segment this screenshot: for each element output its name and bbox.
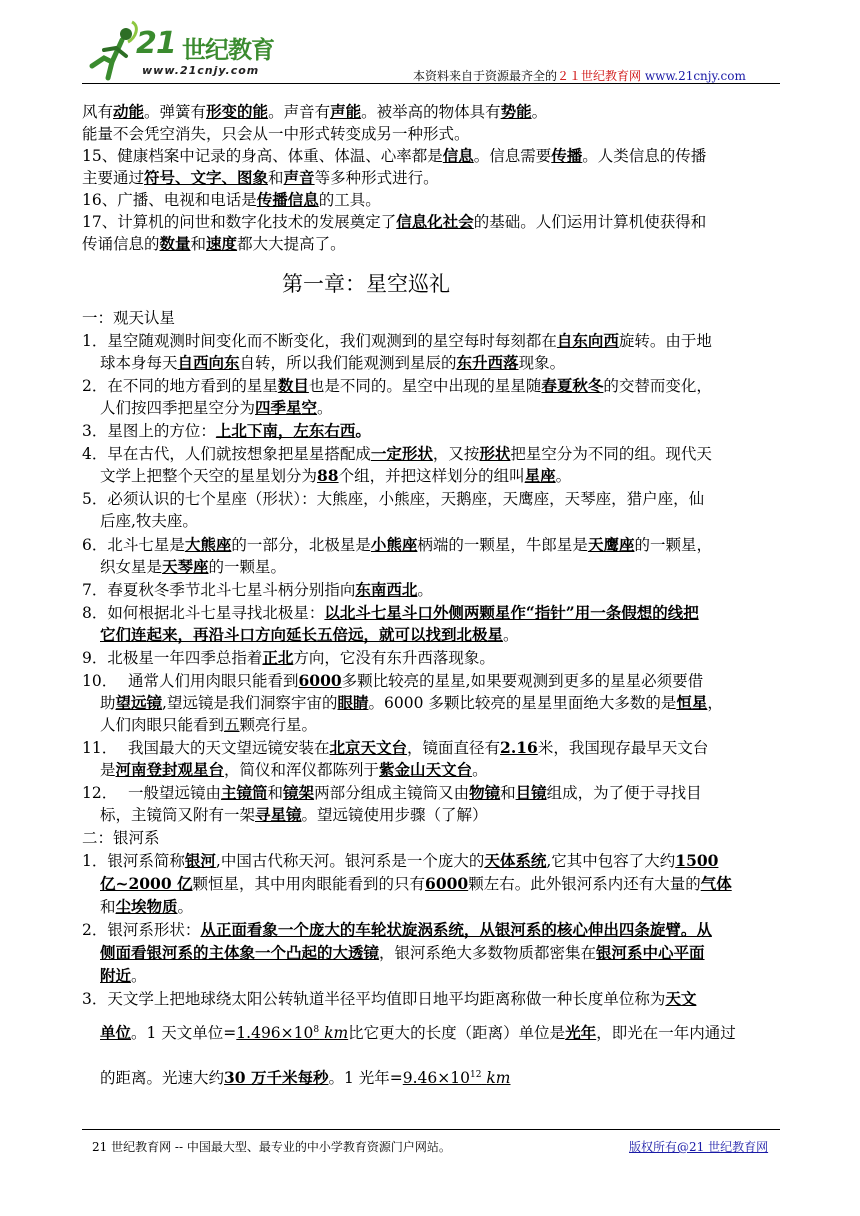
list-item-cont: 后座,牧夫座。 [100, 512, 198, 530]
text-line: 17、计算机的问世和数字化技术的发展奠定了信息化社会的基础。人们运用计算机使获得和 [82, 212, 707, 231]
text-line: 能量不会凭空消失，只会从一中形式转变成另一种形式。 [82, 125, 470, 143]
list-item: 2．在不同的地方看到的星星数目也是不同的。星空中出现的星星随春夏秋冬的交替而变化， [82, 376, 712, 395]
header-note-prefix: 本资料来自于资源最齐全的 [413, 69, 558, 83]
footer-tagline: 21 世纪教育网 -- 中国最大型、最专业的中小学教育资源门户网站。 [92, 1140, 451, 1154]
list-item: 1．银河系简称银河,中国古代称天河。银河系是一个庞大的天体系统,它其中包容了大约1500 [82, 851, 719, 870]
list-item-cont: 侧面看银河系的主体象一个凸起的大透镜，银河系绝大多数物质都密集在银河系中心平面 [100, 943, 705, 962]
list-item: 12． 一般望远镜由主镜筒和镜架两部分组成主镜筒又由物镜和目镜组成，为了便于寻找目 [82, 783, 702, 802]
site-logo [82, 20, 282, 82]
header-note-site: ２１世纪教育网 [557, 69, 642, 83]
logo-url: www.21cnjy.com [142, 64, 260, 77]
list-item-cont: 亿~2000 亿颗恒星，其中用肉眼能看到的只有6000颗左右。此外银河系内还有大量的气体 [100, 874, 732, 893]
list-item: 3．天文学上把地球绕太阳公转轨道半径平均值即日地平均距离称做一种长度单位称为天文 [82, 989, 697, 1008]
list-item-cont: 文学上把整个天空的星星划分为88个组，并把这样划分的组叫星座。 [100, 466, 572, 485]
list-item: 4．早在古代，人们就按想象把星星搭配成一定形状，又按形状把星空分为不同的组。现代天 [82, 444, 712, 463]
list-item: 2．银河系形状：从正面看象一个庞大的车轮状旋涡系统，从银河系的核心伸出四条旋臂。从 [82, 920, 712, 939]
text-line: 主要通过符号、文字、图象和声音等多种形式进行。 [82, 168, 439, 187]
list-item: 3．星图上的方位：上北下南，左东右西。 [82, 421, 371, 440]
section-heading: 二：银河系 [82, 829, 160, 847]
list-item-cont: 它们连起来，再沿斗口方向延长五倍远，就可以找到北极星。 [100, 625, 519, 644]
text-line: 16、广播、电视和电话是传播信息的工具。 [82, 190, 381, 209]
header-note-url[interactable]: www.21cnjy.com [644, 69, 746, 83]
list-item-cont: 助望远镜,望远镜是我们洞察宇宙的眼睛。6000 多颗比较亮的星星里面绝大多数的是恒星， [100, 693, 723, 712]
header-note [413, 67, 746, 84]
list-item: 1．星空随观测时间变化而不断变化，我们观测到的星空每时每刻都在自东向西旋转。由于地 [82, 331, 712, 350]
runner-logo-icon [82, 20, 142, 82]
list-item-cont: 人们按四季把星空分为四季星空。 [100, 398, 333, 417]
logo-name: 世纪教育 [182, 36, 274, 64]
footer-copyright-link[interactable]: 版权所有@21 世纪教育网 [629, 1140, 769, 1154]
list-item-cont: 附近。 [100, 966, 147, 985]
footer-divider [82, 1129, 780, 1130]
chapter-title: 第一章：星空巡礼 [282, 272, 450, 296]
list-item: 10． 通常人们用肉眼只能看到6000多颗比较亮的星星,如果要观测到更多的星星必须要借 [82, 671, 704, 690]
list-item: 6．北斗七星是大熊座的一部分，北极星是小熊座柄端的一颗星，牛郎星是天鹰座的一颗星， [82, 535, 712, 554]
list-item-cont: 单位。1 天文单位$=1.496\times 10^8$ km比它更大的长度（距离）单位是光年，即光在一年内通过 [100, 1023, 736, 1043]
section-heading: 一：观天认星 [82, 309, 176, 327]
list-item: 11． 我国最大的天文望远镜安装在北京天文台，镜面直径有2.16米，我国现存最早天文台 [82, 738, 709, 757]
list-item: 5．必须认识的七个星座（形状）：大熊座，小熊座，天鹅座，天鹰座，天琴座，猎户座，仙 [82, 490, 705, 508]
list-item-cont: 和尘埃物质。 [100, 897, 194, 916]
list-item: 7．春夏秋冬季节北斗七星斗柄分别指向东南西北。 [82, 580, 433, 599]
list-item-cont: 的距离。光速大约30 万千米每秒。1 光年$=9.46\times 10^{12}$ km [100, 1068, 511, 1088]
text-line: 传诵信息的数量和速度都大大提高了。 [82, 234, 346, 253]
list-item-cont: 织女星是天琴座的一颗星。 [100, 557, 287, 576]
list-item: 8．如何根据北斗七星寻找北极星：以北斗七星斗口外侧两颗星作“指针”用一条假想的线把 [82, 603, 699, 622]
list-item-cont: 是河南登封观星台，简仪和浑仪都陈列于紫金山天文台。 [100, 760, 488, 779]
text-line: 风有动能。弹簧有形变的能。声音有声能。被举高的物体具有势能。 [82, 102, 548, 121]
list-item: 9．北极星一年四季总指着正北方向，它没有东升西落现象。 [82, 648, 495, 667]
logo-number: 21 [136, 26, 176, 61]
list-item-cont: 球本身每天自西向东自转，所以我们能观测到星辰的东升西落现象。 [100, 353, 566, 372]
text-line: 15、健康档案中记录的身高、体重、体温、心率都是信息。信息需要传播。人类信息的传播 [82, 146, 707, 165]
list-item-cont: 人们肉眼只能看到五颗亮行星。 [100, 716, 318, 734]
header-divider [82, 83, 780, 84]
list-item-cont: 标，主镜筒又附有一架寻星镜。望远镜使用步骤（了解） [100, 805, 488, 824]
